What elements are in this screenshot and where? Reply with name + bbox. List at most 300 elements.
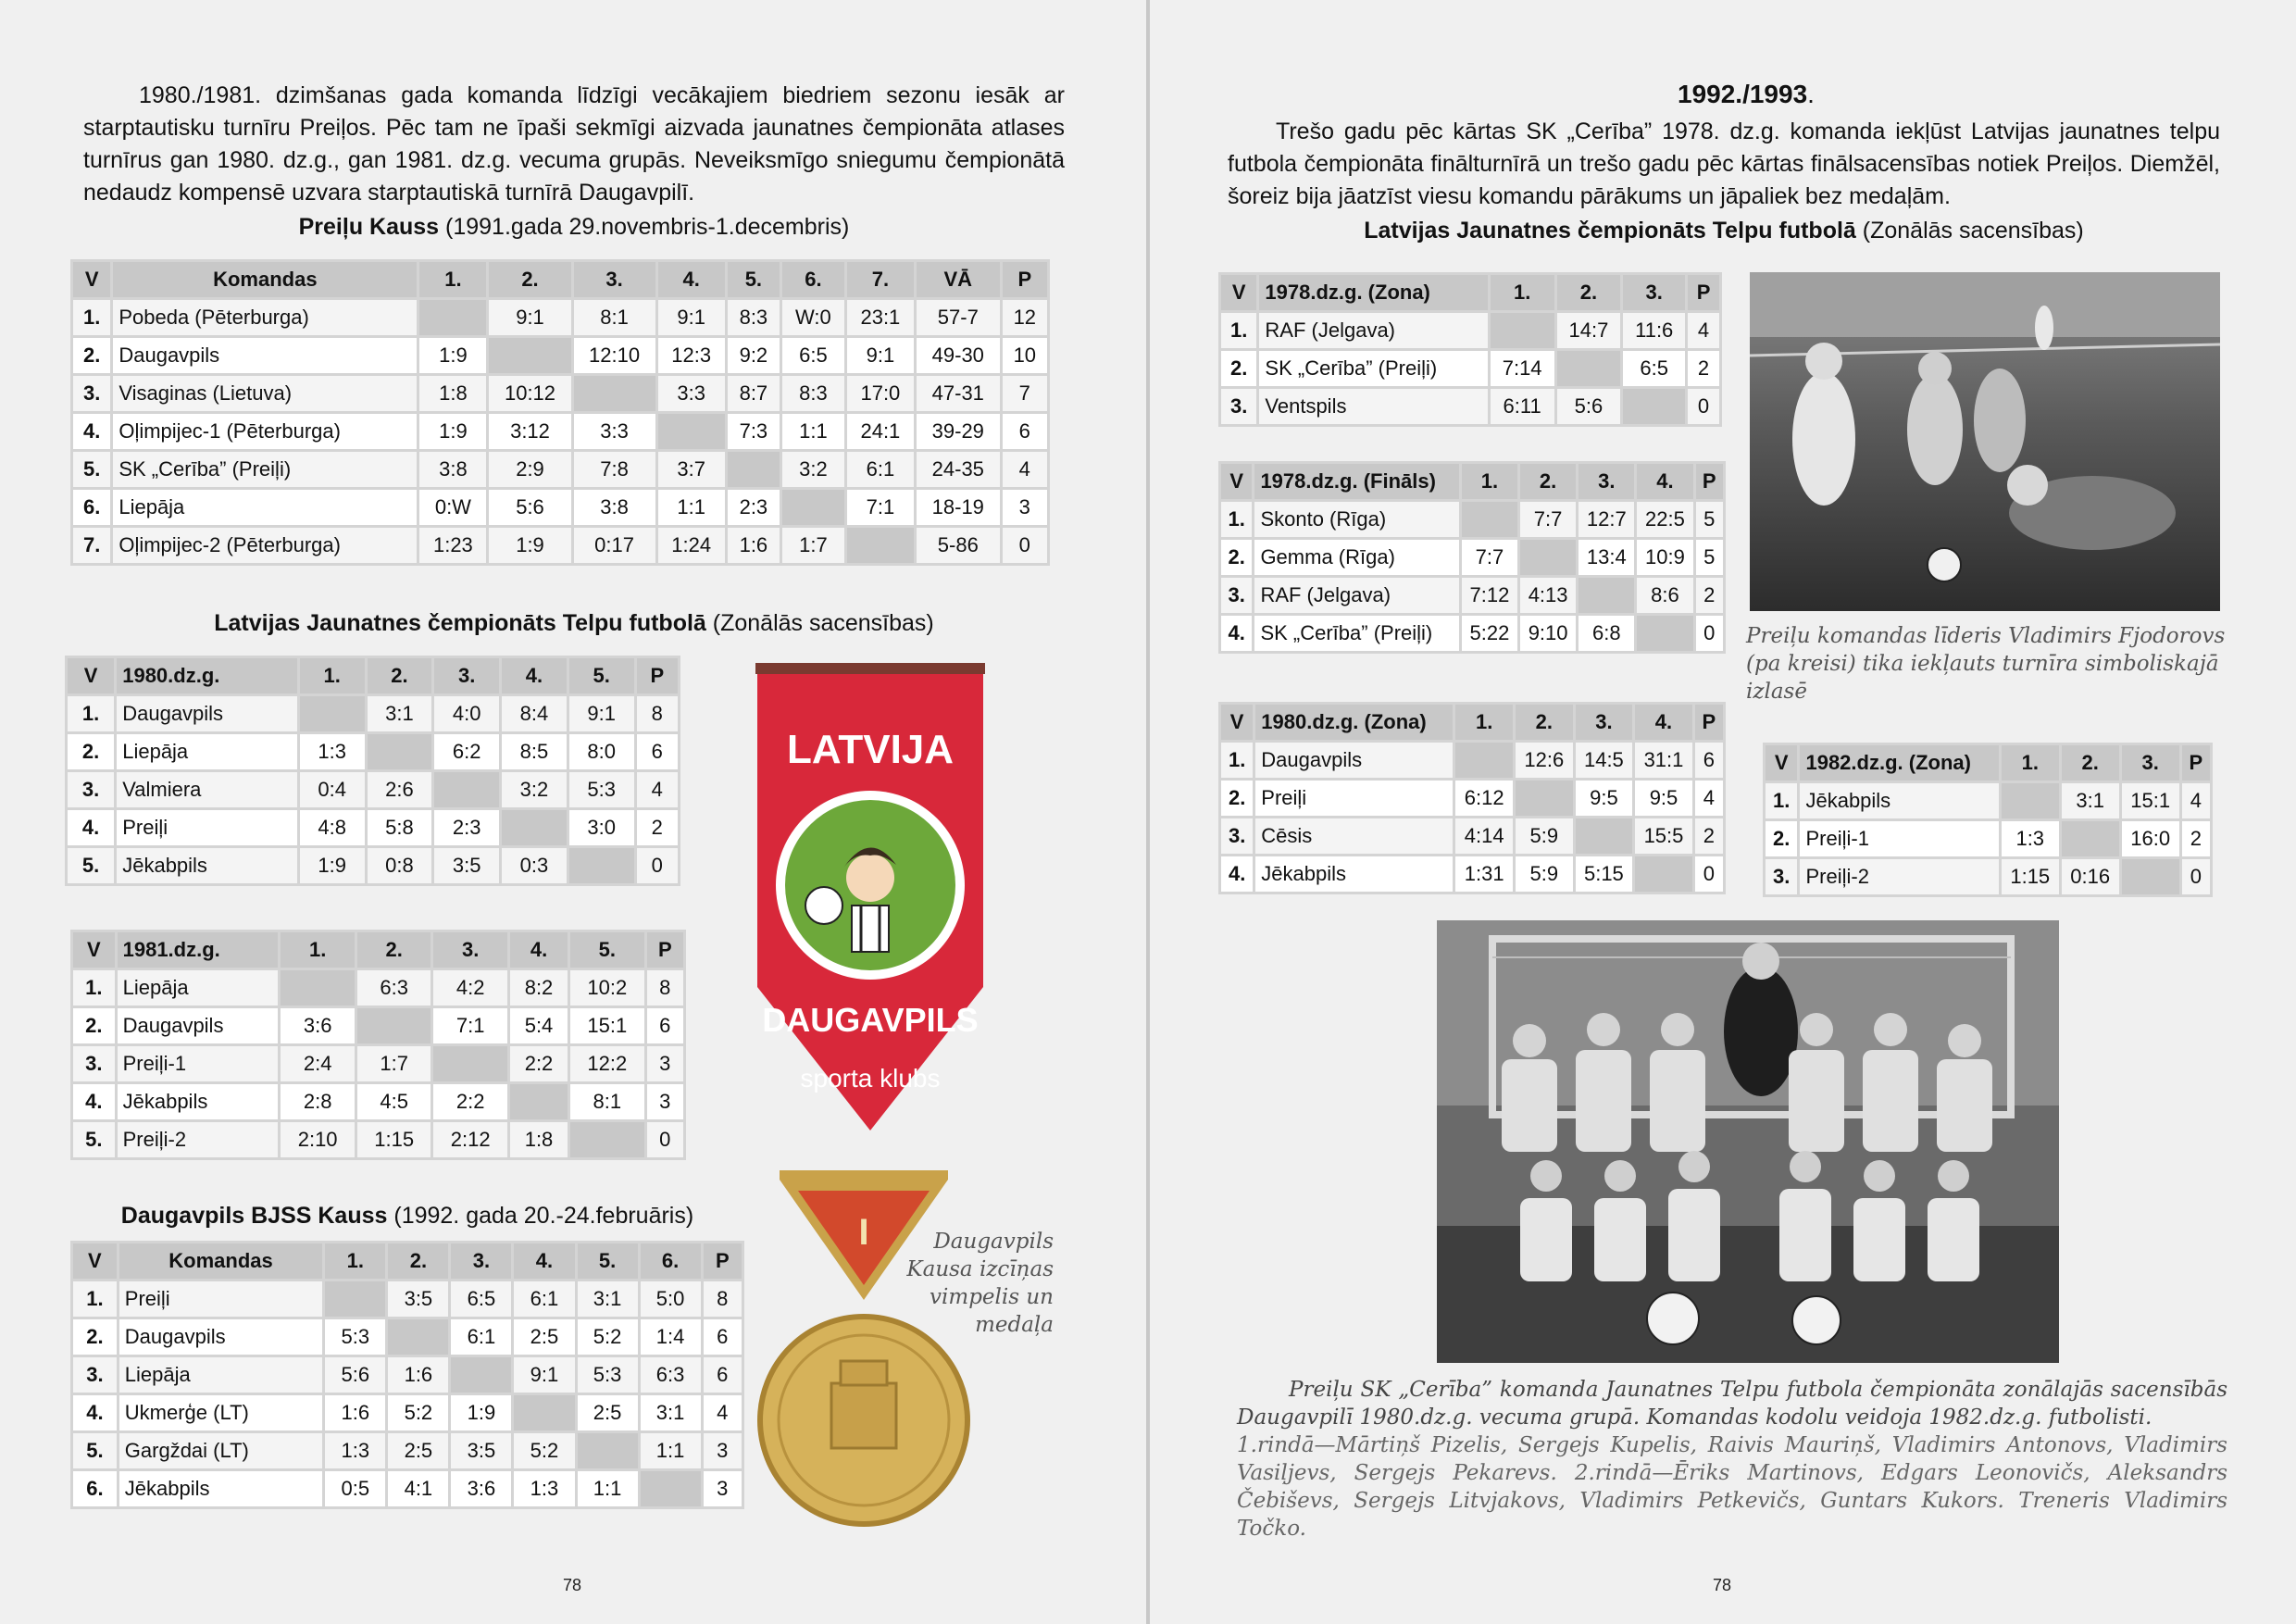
- score-cell: [2060, 820, 2120, 858]
- score-cell: [1622, 388, 1687, 426]
- score-cell: 6: [702, 1356, 742, 1394]
- table-header-cell: 5.: [569, 931, 646, 969]
- score-cell: [508, 1083, 568, 1121]
- score-cell: 0: [1001, 527, 1048, 565]
- score-cell: 6:3: [639, 1356, 702, 1394]
- score-cell: 8:2: [508, 969, 568, 1007]
- rank-cell: 1.: [72, 299, 112, 337]
- score-cell: 6: [645, 1007, 684, 1045]
- table-row: [72, 375, 1049, 413]
- rank-cell: 5.: [72, 451, 112, 489]
- score-cell: 1:9: [488, 527, 572, 565]
- score-cell: 6: [1001, 413, 1048, 451]
- score-cell: 57-7: [915, 299, 1001, 337]
- score-cell: [324, 1280, 387, 1318]
- score-cell: [366, 733, 433, 771]
- score-cell: 2: [1687, 350, 1721, 388]
- score-cell: 5: [1694, 539, 1724, 577]
- score-cell: [568, 847, 635, 885]
- score-cell: 8:3: [726, 299, 780, 337]
- pennant-bottom-text: DAUGAVPILS: [762, 1001, 979, 1039]
- team-name-cell: Gargždai (LT): [118, 1432, 324, 1470]
- table-header-cell: P: [1687, 274, 1721, 312]
- score-cell: 2:3: [726, 489, 780, 527]
- table-header-cell: 3.: [1622, 274, 1687, 312]
- rank-cell: 4.: [72, 1394, 119, 1432]
- team-name-cell: Daugavpils: [1254, 742, 1454, 780]
- team-name-cell: Preiļi: [116, 809, 299, 847]
- table-header-cell: V: [1220, 463, 1254, 501]
- score-cell: 3:3: [656, 375, 726, 413]
- score-cell: 3:1: [639, 1394, 702, 1432]
- table-header-cell: V: [1220, 274, 1258, 312]
- score-cell: 2:3: [433, 809, 501, 847]
- score-cell: 9:2: [726, 337, 780, 375]
- table-header-cell: V: [1765, 744, 1799, 782]
- score-cell: 6:5: [781, 337, 846, 375]
- rank-cell: 2.: [67, 733, 116, 771]
- season-heading-dot: .: [1807, 80, 1815, 108]
- score-cell: 6:1: [845, 451, 915, 489]
- rank-cell: 5.: [72, 1432, 119, 1470]
- table-header-cell: 2.: [1519, 463, 1578, 501]
- score-cell: 3: [702, 1470, 742, 1508]
- score-cell: 1:9: [418, 337, 488, 375]
- score-cell: 5:6: [324, 1356, 387, 1394]
- table-header-row: [72, 931, 685, 969]
- score-cell: 3:1: [366, 695, 433, 733]
- table-header-cell: 1.: [324, 1243, 387, 1280]
- score-cell: 1:24: [656, 527, 726, 565]
- score-cell: 1:31: [1454, 856, 1515, 893]
- table-row: [1220, 780, 1725, 818]
- season-heading-text: 1992./1993: [1678, 80, 1808, 108]
- left-intro-paragraph: 1980./1981. dzimšanas gada komanda līdzīgi vecākajiem biedriem sezonu iesāk ar starptautisku turnīru Preiļos. Pēc tam ne īpaši sekmīgi aizvada jaunatnes čempionāta atlases turnīrus gan 1980. dz.g., gan 1981. dz.g. vecuma grupās. Neveiksmīgo sniegumu čempionātā nedaudz kompensē uzvara starptautiskā turnīrā Daugavpilī.: [83, 82, 1065, 206]
- score-cell: 5-86: [915, 527, 1001, 565]
- score-cell: 3:8: [418, 451, 488, 489]
- table-header-cell: 1.: [1454, 704, 1515, 742]
- table-row: [1220, 818, 1725, 856]
- table-header-cell: 1978.dz.g. (Fināls): [1254, 463, 1460, 501]
- team-name-cell: Jēkabpils: [116, 847, 299, 885]
- score-cell: 1:3: [324, 1432, 387, 1470]
- table-row: [72, 1045, 685, 1083]
- table-row: [72, 489, 1049, 527]
- table-header-cell: 4.: [508, 931, 568, 969]
- score-cell: 0: [1693, 856, 1724, 893]
- score-cell: [450, 1356, 513, 1394]
- score-cell: 5:9: [1515, 856, 1575, 893]
- rank-cell: 4.: [1220, 856, 1254, 893]
- table-row: [72, 527, 1049, 565]
- team-name-cell: Jēkabpils: [1254, 856, 1454, 893]
- table-row: [67, 695, 680, 733]
- score-cell: 39-29: [915, 413, 1001, 451]
- zonal-title-rest: (Zonālās sacensības): [705, 610, 934, 636]
- table-header-cell: 1980.dz.g. (Zona): [1254, 704, 1454, 742]
- table-header-cell: V: [67, 657, 116, 695]
- table-header-cell: 3.: [1578, 463, 1636, 501]
- table-header-row: [1220, 463, 1725, 501]
- team-name-cell: Daugavpils: [112, 337, 418, 375]
- score-cell: 5:3: [568, 771, 635, 809]
- table-header-cell: 2.: [387, 1243, 450, 1280]
- score-cell: [781, 489, 846, 527]
- score-cell: 0:3: [501, 847, 568, 885]
- score-cell: 4: [1687, 312, 1721, 350]
- score-cell: 16:0: [2120, 820, 2180, 858]
- table-header-cell: 1.: [298, 657, 366, 695]
- score-cell: [501, 809, 568, 847]
- score-cell: 1:23: [418, 527, 488, 565]
- table-row: [67, 847, 680, 885]
- score-cell: 2: [2180, 820, 2211, 858]
- table-header-cell: 1978.dz.g. (Zona): [1258, 274, 1489, 312]
- score-cell: 3:12: [488, 413, 572, 451]
- rank-cell: 6.: [72, 1470, 119, 1508]
- team-name-cell: Preiļi-2: [1799, 858, 2000, 896]
- table-header-cell: Komandas: [118, 1243, 324, 1280]
- table-1978-final: [1218, 461, 1726, 654]
- score-cell: 9:1: [656, 299, 726, 337]
- rank-cell: 4.: [67, 809, 116, 847]
- score-cell: 5:9: [1515, 818, 1575, 856]
- score-cell: 6: [635, 733, 679, 771]
- score-cell: 4: [2180, 782, 2211, 820]
- score-cell: 1:9: [450, 1394, 513, 1432]
- rank-cell: 1.: [1765, 782, 1799, 820]
- team-name-cell: Ventspils: [1258, 388, 1489, 426]
- table-header-cell: 1982.dz.g. (Zona): [1799, 744, 2000, 782]
- team-name-cell: Valmiera: [116, 771, 299, 809]
- score-cell: 6: [1693, 742, 1724, 780]
- score-cell: 6:5: [450, 1280, 513, 1318]
- score-cell: [1574, 818, 1634, 856]
- score-cell: 1:1: [576, 1470, 639, 1508]
- rank-cell: 1.: [67, 695, 116, 733]
- table-header-cell: P: [1694, 463, 1724, 501]
- score-cell: 5:6: [1555, 388, 1622, 426]
- table-header-cell: P: [1001, 261, 1048, 299]
- score-cell: 5:2: [387, 1394, 450, 1432]
- score-cell: 1:8: [418, 375, 488, 413]
- score-cell: 10:12: [488, 375, 572, 413]
- rank-cell: 2.: [72, 1318, 119, 1356]
- table-row: [1765, 782, 2212, 820]
- score-cell: 15:1: [2120, 782, 2180, 820]
- score-cell: 1:3: [513, 1470, 576, 1508]
- score-cell: [845, 527, 915, 565]
- score-cell: 8:0: [568, 733, 635, 771]
- score-cell: [1519, 539, 1578, 577]
- match-photo: [1750, 272, 2220, 611]
- score-cell: 7:14: [1489, 350, 1555, 388]
- table-header-cell: 7.: [845, 261, 915, 299]
- score-cell: 2:9: [488, 451, 572, 489]
- score-cell: 6:5: [1622, 350, 1687, 388]
- score-cell: 13:4: [1578, 539, 1636, 577]
- score-cell: [1555, 350, 1622, 388]
- season-heading: [1678, 80, 1815, 109]
- score-cell: 1:9: [298, 847, 366, 885]
- score-cell: 23:1: [845, 299, 915, 337]
- rank-cell: 4.: [72, 413, 112, 451]
- score-cell: [572, 375, 656, 413]
- team-name-cell: Preiļi-1: [116, 1045, 280, 1083]
- score-cell: [2120, 858, 2180, 896]
- table-header-cell: 3.: [1574, 704, 1634, 742]
- table-header-row: [72, 1243, 743, 1280]
- score-cell: 9:1: [488, 299, 572, 337]
- rank-cell: 5.: [67, 847, 116, 885]
- score-cell: 7:12: [1460, 577, 1518, 615]
- table-header-cell: P: [645, 931, 684, 969]
- score-cell: 4: [702, 1394, 742, 1432]
- rank-cell: 1.: [72, 1280, 119, 1318]
- score-cell: 4:2: [432, 969, 509, 1007]
- score-cell: 3:5: [433, 847, 501, 885]
- score-cell: 5:4: [508, 1007, 568, 1045]
- score-cell: 5:3: [324, 1318, 387, 1356]
- table-header-cell: 5.: [726, 261, 780, 299]
- team-name-cell: RAF (Jelgava): [1254, 577, 1460, 615]
- score-cell: [1515, 780, 1575, 818]
- score-cell: 1:1: [781, 413, 846, 451]
- score-cell: 1:4: [639, 1318, 702, 1356]
- score-cell: 1:3: [2000, 820, 2060, 858]
- table-row: [72, 1121, 685, 1159]
- table-row: [1220, 742, 1725, 780]
- score-cell: 1:15: [356, 1121, 432, 1159]
- team-name-cell: Daugavpils: [116, 1007, 280, 1045]
- score-cell: 1:1: [639, 1432, 702, 1470]
- score-cell: [1578, 577, 1636, 615]
- score-cell: 9:1: [513, 1356, 576, 1394]
- score-cell: 15:1: [569, 1007, 646, 1045]
- right-page: [1150, 0, 2296, 1624]
- table-header-cell: 4.: [1634, 704, 1694, 742]
- table-header-cell: V: [72, 1243, 119, 1280]
- score-cell: 0:W: [418, 489, 488, 527]
- table-header-cell: P: [2180, 744, 2211, 782]
- score-cell: 8:4: [501, 695, 568, 733]
- score-cell: 17:0: [845, 375, 915, 413]
- team-name-cell: Jēkabpils: [1799, 782, 2000, 820]
- team-name-cell: Liepāja: [116, 969, 280, 1007]
- table-header-cell: 2.: [1515, 704, 1575, 742]
- table-row: [1220, 312, 1721, 350]
- bjss-kauss-title: [83, 1200, 731, 1231]
- score-cell: 12:2: [569, 1045, 646, 1083]
- score-cell: 5: [1694, 501, 1724, 539]
- score-cell: [2000, 782, 2060, 820]
- team-photo-caption-main: Preiļu SK „Cerība” komanda Jaunatnes Telpu futbola čempionāta zonālajās sacensībās Daugavpilī 1980.dz.g. vecuma grupā. Komandas kodolu veidoja 1982.dz.g. futbolisti.: [1237, 1378, 2227, 1430]
- score-cell: 2:4: [280, 1045, 356, 1083]
- score-cell: 0: [1694, 615, 1724, 653]
- score-cell: 14:5: [1574, 742, 1634, 780]
- table-header-cell: 2.: [2060, 744, 2120, 782]
- score-cell: [1636, 615, 1694, 653]
- rank-cell: 3.: [72, 375, 112, 413]
- score-cell: [1454, 742, 1515, 780]
- table-header-cell: 4.: [1636, 463, 1694, 501]
- score-cell: [726, 451, 780, 489]
- score-cell: 2:10: [280, 1121, 356, 1159]
- score-cell: 12:3: [656, 337, 726, 375]
- score-cell: 1:9: [418, 413, 488, 451]
- score-cell: 6:2: [433, 733, 501, 771]
- rank-cell: 3.: [1220, 577, 1254, 615]
- rank-cell: 5.: [72, 1121, 117, 1159]
- team-name-cell: Cēsis: [1254, 818, 1454, 856]
- score-cell: 9:1: [845, 337, 915, 375]
- team-photo: [1437, 920, 2059, 1363]
- left-page: [0, 0, 1146, 1624]
- score-cell: 7:7: [1519, 501, 1578, 539]
- right-zonal-title: [1228, 215, 2220, 246]
- score-cell: 3: [1001, 489, 1048, 527]
- score-cell: 3:2: [781, 451, 846, 489]
- table-row: [72, 1432, 743, 1470]
- team-name-cell: SK „Cerība” (Preiļi): [1254, 615, 1460, 653]
- table-row: [1220, 501, 1725, 539]
- table-header-cell: P: [702, 1243, 742, 1280]
- team-name-cell: Skonto (Rīga): [1254, 501, 1460, 539]
- table-row: [72, 1318, 743, 1356]
- table-header-cell: VĀ: [915, 261, 1001, 299]
- team-name-cell: RAF (Jelgava): [1258, 312, 1489, 350]
- score-cell: 1:6: [726, 527, 780, 565]
- team-name-cell: Liepāja: [116, 733, 299, 771]
- table-header-cell: 2.: [488, 261, 572, 299]
- score-cell: 4:5: [356, 1083, 432, 1121]
- preilu-kauss-title: [83, 211, 1065, 243]
- rank-cell: 3.: [1765, 858, 1799, 896]
- score-cell: 3:0: [568, 809, 635, 847]
- table-row: [1220, 539, 1725, 577]
- score-cell: 4:0: [433, 695, 501, 733]
- right-zonal-title-bold: Latvijas Jaunatnes čempionāts Telpu futbolā: [1364, 218, 1856, 244]
- score-cell: 5:3: [576, 1356, 639, 1394]
- score-cell: 8: [702, 1280, 742, 1318]
- rank-cell: 1.: [1220, 312, 1258, 350]
- score-cell: 0:8: [366, 847, 433, 885]
- table-header-cell: V: [72, 261, 112, 299]
- score-cell: 12:10: [572, 337, 656, 375]
- score-cell: 1:6: [324, 1394, 387, 1432]
- rank-cell: 2.: [1220, 350, 1258, 388]
- table-row: [1765, 858, 2212, 896]
- table-header-cell: 3.: [433, 657, 501, 695]
- team-name-cell: Daugavpils: [118, 1318, 324, 1356]
- rank-cell: 4.: [1220, 615, 1254, 653]
- score-cell: 3:2: [501, 771, 568, 809]
- score-cell: 1:8: [508, 1121, 568, 1159]
- score-cell: 1:6: [387, 1356, 450, 1394]
- score-cell: 31:1: [1634, 742, 1694, 780]
- table-row: [72, 1470, 743, 1508]
- score-cell: [1489, 312, 1555, 350]
- score-cell: 2:5: [576, 1394, 639, 1432]
- score-cell: 8:1: [569, 1083, 646, 1121]
- score-cell: 3: [645, 1045, 684, 1083]
- score-cell: 3:3: [572, 413, 656, 451]
- team-name-cell: Oļimpijec-2 (Pēterburga): [112, 527, 418, 565]
- right-zonal-title-rest: (Zonālās sacensības): [1855, 218, 2084, 244]
- score-cell: 4:1: [387, 1470, 450, 1508]
- score-cell: 0: [635, 847, 679, 885]
- score-cell: [488, 337, 572, 375]
- rank-cell: 3.: [67, 771, 116, 809]
- score-cell: 1:1: [656, 489, 726, 527]
- table-1978-zone: [1218, 272, 1722, 427]
- score-cell: 2:2: [432, 1083, 509, 1121]
- score-cell: 3:1: [2060, 782, 2120, 820]
- table-row: [1765, 820, 2212, 858]
- score-cell: 5:15: [1574, 856, 1634, 893]
- score-cell: 4: [635, 771, 679, 809]
- bjss-kauss-table: [70, 1241, 744, 1509]
- team-name-cell: Preiļi-1: [1799, 820, 2000, 858]
- preilu-kauss-table: [70, 259, 1050, 566]
- table-row: [1220, 388, 1721, 426]
- table-row: [72, 1280, 743, 1318]
- rank-cell: 7.: [72, 527, 112, 565]
- score-cell: 5:2: [576, 1318, 639, 1356]
- score-cell: [513, 1394, 576, 1432]
- table-1980-zone-right: [1218, 702, 1726, 894]
- team-name-cell: Preiļi-2: [116, 1121, 280, 1159]
- team-name-cell: Visaginas (Lietuva): [112, 375, 418, 413]
- rank-cell: 2.: [1220, 539, 1254, 577]
- score-cell: 14:7: [1555, 312, 1622, 350]
- score-cell: 22:5: [1636, 501, 1694, 539]
- table-header-row: [67, 657, 680, 695]
- score-cell: 3:6: [280, 1007, 356, 1045]
- team-name-cell: Preiļi: [118, 1280, 324, 1318]
- table-header-cell: 1.: [1460, 463, 1518, 501]
- pennant-image: [752, 663, 989, 1135]
- table-row: [72, 299, 1049, 337]
- medal-mark: I: [858, 1212, 869, 1253]
- bjss-kauss-title-dates: (1992. gada 20.-24.februāris): [387, 1203, 694, 1229]
- score-cell: 9:1: [568, 695, 635, 733]
- zonal-title-bold: Latvijas Jaunatnes čempionāts Telpu futbolā: [214, 610, 706, 636]
- score-cell: W:0: [781, 299, 846, 337]
- score-cell: 15:5: [1634, 818, 1694, 856]
- score-cell: [1634, 856, 1694, 893]
- score-cell: 3:5: [450, 1432, 513, 1470]
- score-cell: 6:1: [450, 1318, 513, 1356]
- zonal-1980-1981-title: [83, 607, 1065, 639]
- table-header-cell: 4.: [501, 657, 568, 695]
- team-name-cell: Liepāja: [112, 489, 418, 527]
- score-cell: [576, 1432, 639, 1470]
- score-cell: 7:3: [726, 413, 780, 451]
- score-cell: 1:3: [298, 733, 366, 771]
- table-row: [67, 771, 680, 809]
- table-row: [1220, 856, 1725, 893]
- score-cell: 2: [1694, 577, 1724, 615]
- score-cell: 12: [1001, 299, 1048, 337]
- score-cell: 0:4: [298, 771, 366, 809]
- score-cell: 7:7: [1460, 539, 1518, 577]
- team-name-cell: Jēkabpils: [118, 1470, 324, 1508]
- team-name-cell: Gemma (Rīga): [1254, 539, 1460, 577]
- table-header-row: [72, 261, 1049, 299]
- score-cell: 12:6: [1515, 742, 1575, 780]
- score-cell: [639, 1470, 702, 1508]
